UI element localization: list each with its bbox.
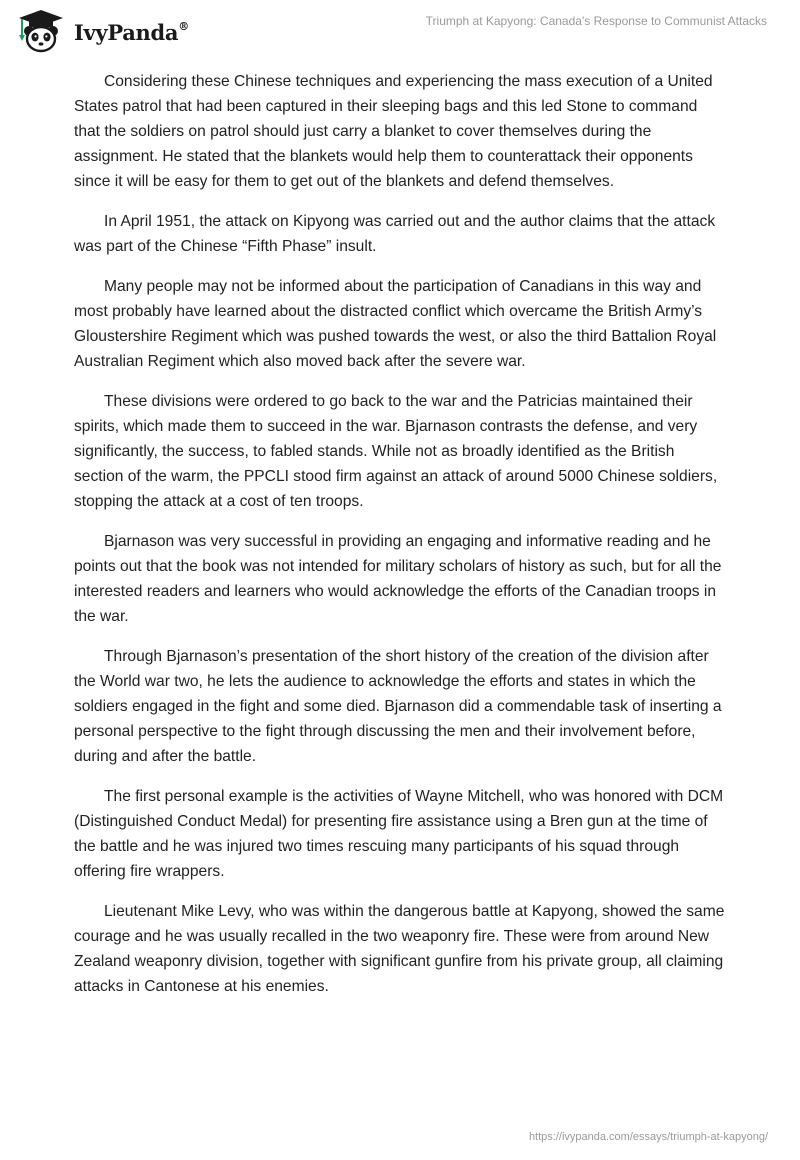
source-url[interactable]: https://ivypanda.com/essays/triumph-at-kapyong/: [528, 1131, 768, 1143]
paragraph-5: Bjarnason was very successful in providing an engaging and informative reading and he points out that the book was not intended for military scholars of history as such, but for all the interested readers and learners who would acknowledge the efforts of the Canadian troops in the war.: [74, 533, 722, 625]
page-header: [0, 0, 800, 60]
registered-mark: ®: [178, 19, 189, 33]
essay-body: [74, 69, 726, 1014]
panda-graduate-icon: [14, 8, 68, 54]
paragraph-1: Considering these Chinese techniques and experiencing the mass execution of a United States patrol that had been captured in their sleeping bags and this led Stone to command that the soldiers on patrol should just carry a blanket to cover themselves during the assignment. He stated that the blankets would help them to counterattack their opponents since it will be easy for them to get out of the blankets and defend themselves.: [74, 73, 713, 190]
paragraph-3: Many people may not be informed about the participation of Canadians in this way and most probably have learned about the distracted conflict which overcame the British Army’s Gloustershire Regiment which was pushed towards the west, or also the third Battalion Royal Australian Regiment which also moved back after the severe war.: [74, 278, 717, 370]
document-title: Triumph at Kapyong: Canada's Response to Communist Attacks: [425, 14, 767, 28]
paragraph-6: Through Bjarnason’s presentation of the short history of the creation of the division after the World war two, he lets the audience to acknowledge the efforts and states in which the soldiers engaged in the fight and some died. Bjarnason did a commendable task of inserting a personal perspective to the fight through discussing the men and their involvement before, during and after the battle.: [74, 648, 722, 765]
ivypanda-logo[interactable]: [14, 8, 189, 54]
paragraph-2: In April 1951, the attack on Kipyong was carried out and the author claims that the attack was part of the Chinese “Fifth Phase” insult.: [74, 213, 716, 255]
paragraph-8: Lieutenant Mike Levy, who was within the dangerous battle at Kapyong, showed the same courage and he was usually recalled in the two weaponry fire. These were from around New Zealand weaponry division, together with significant gunfire from his private group, all claiming attacks in Cantonese at his enemies.: [74, 903, 725, 995]
paragraph-4: These divisions were ordered to go back to the war and the Patricias maintained their spirits, which made them to succeed in the war. Bjarnason contrasts the defense, and very significantly, the success, to fabled stands. While not as broadly identified as the British section of the warm, the PPCLI stood firm against an attack of around 5000 Chinese soldiers, stopping the attack at a cost of ten troops.: [74, 393, 718, 510]
brand-name: IvyPanda®: [74, 19, 189, 45]
paragraph-7: The first personal example is the activities of Wayne Mitchell, who was honored with DCM (Distinguished Conduct Medal) for presenting fire assistance using a Bren gun at the time of the battle and he was injured two times rescuing many participants of his squad through offering fire wrappers.: [74, 788, 724, 880]
